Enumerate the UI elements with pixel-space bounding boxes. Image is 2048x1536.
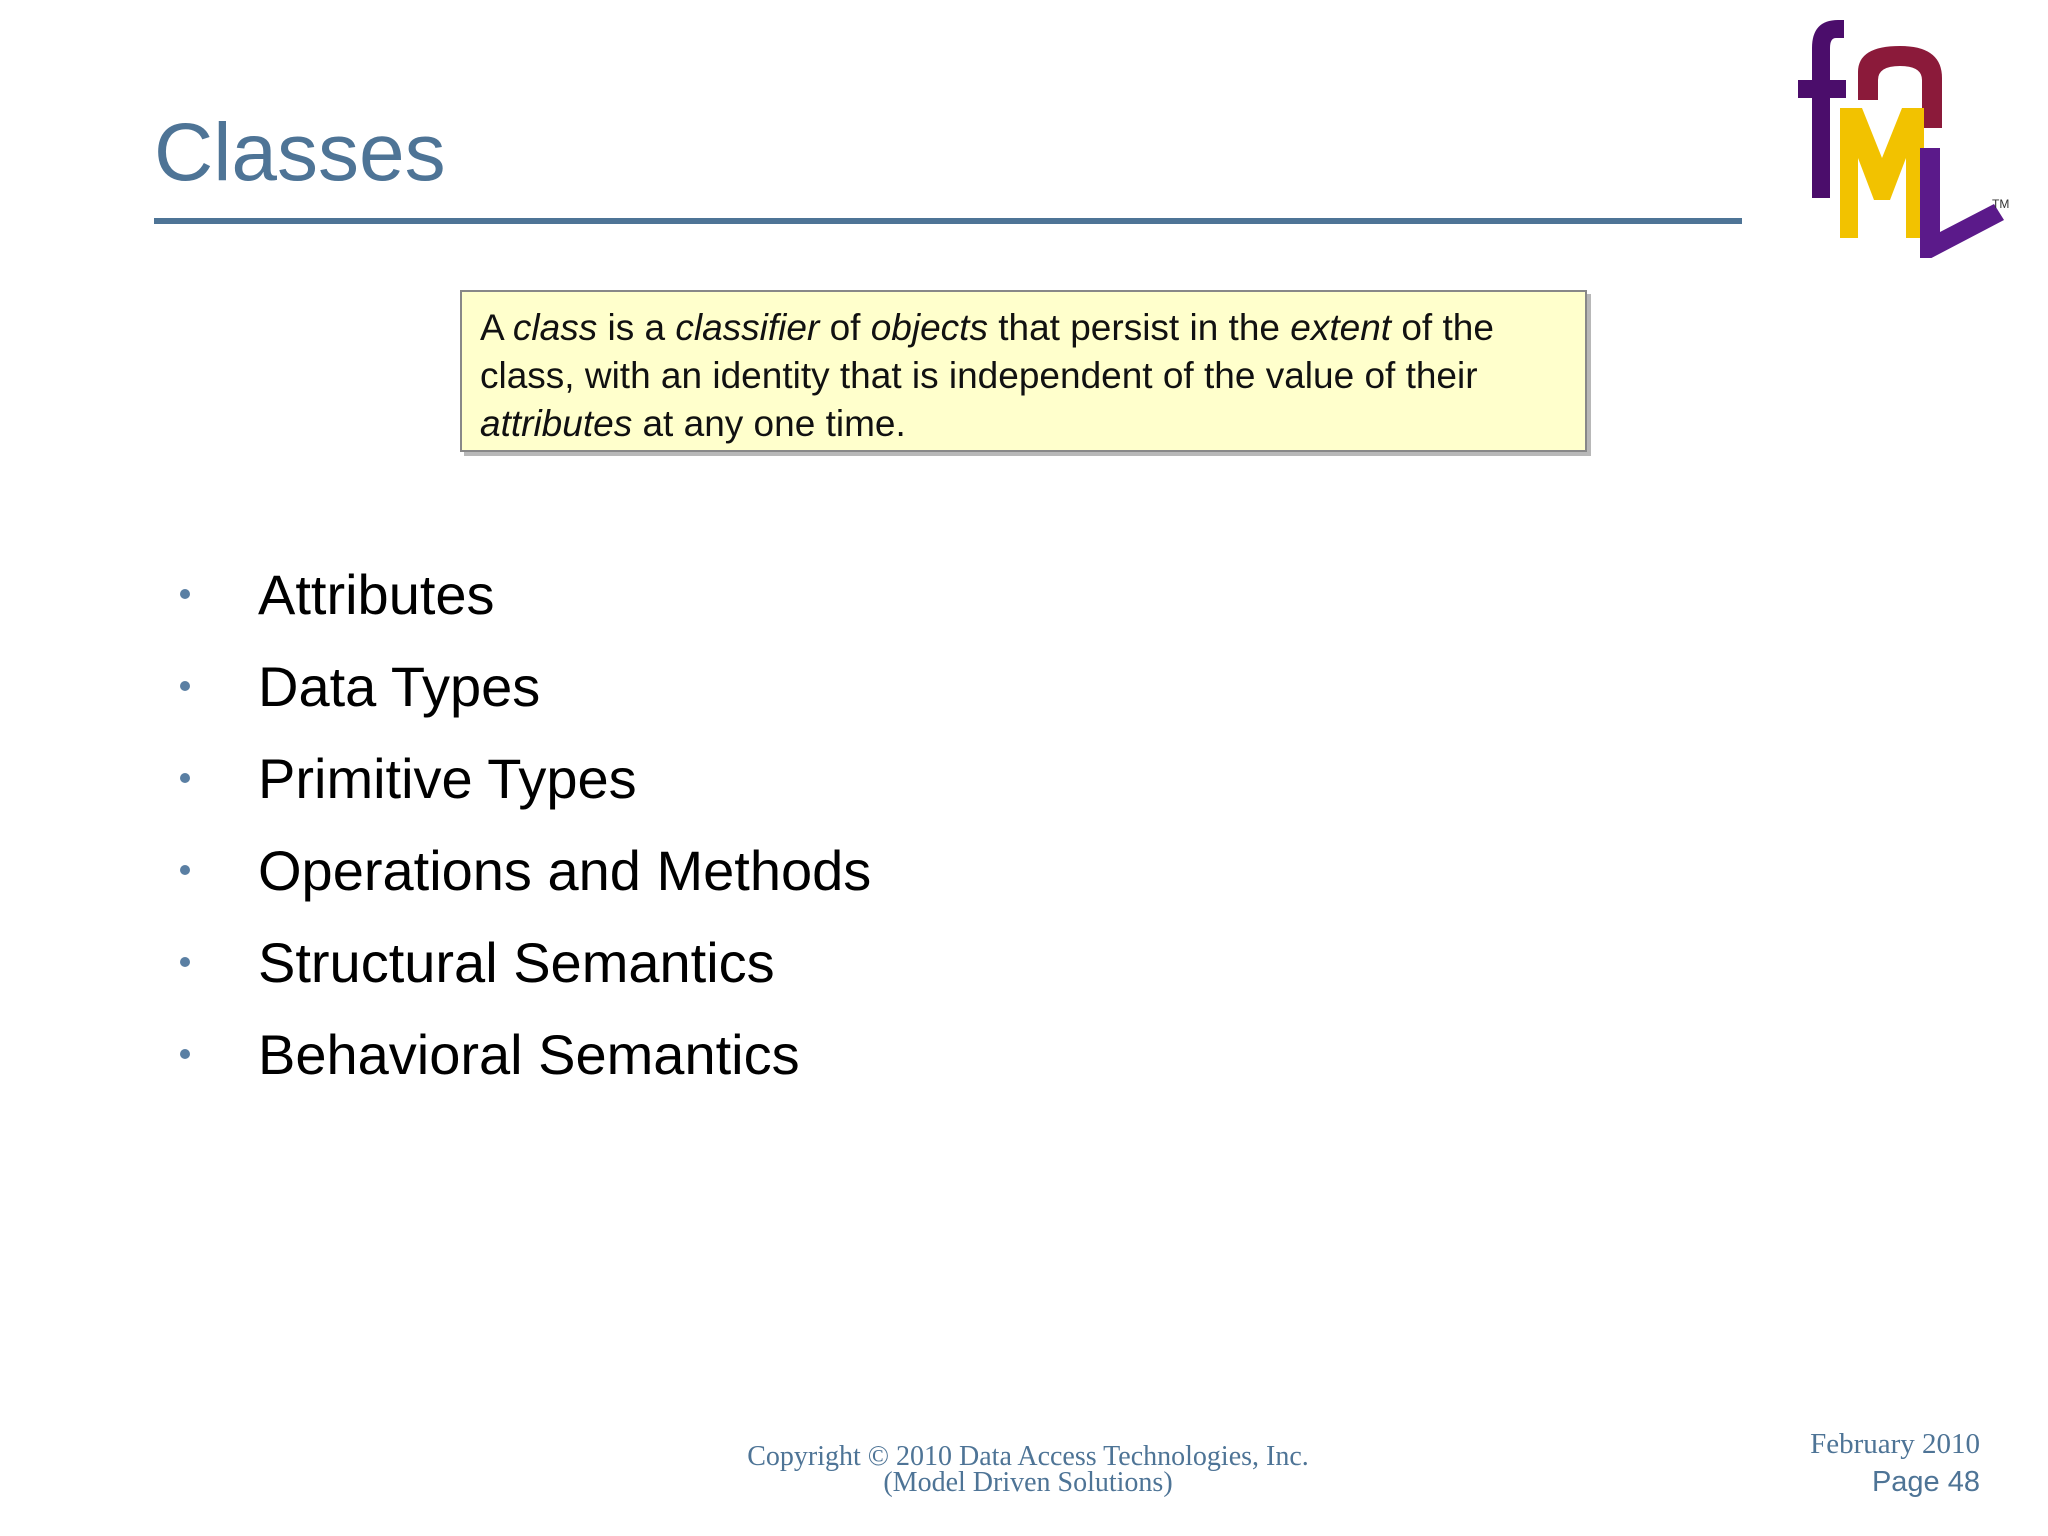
definition-run: of the class, with an identity that is independent of the value of their xyxy=(480,307,1494,396)
definition-term: classifier xyxy=(675,307,820,348)
definition-term: extent xyxy=(1290,307,1392,348)
bullet-item xyxy=(170,1008,871,1100)
bullet-text: Primitive Types xyxy=(258,746,637,810)
bullet-text: Attributes xyxy=(258,562,495,626)
definition-term: objects xyxy=(870,307,988,348)
definition-term: class xyxy=(512,307,598,348)
definition-run: A xyxy=(480,307,513,348)
logo-letter-f xyxy=(1798,20,1846,198)
bullet-list xyxy=(170,548,871,1100)
slide-title: Classes xyxy=(154,107,446,198)
bullet-dot xyxy=(180,865,190,875)
bullet-text: Behavioral Semantics xyxy=(258,1022,800,1086)
bullet-text: Data Types xyxy=(258,654,541,718)
bullet-dot xyxy=(180,589,190,599)
bullet-item xyxy=(170,824,871,916)
footer-date: February 2010 xyxy=(1810,1428,1980,1460)
bullet-dot xyxy=(180,681,190,691)
definition-run: at any one time. xyxy=(632,403,906,444)
copyright-line-1: Copyright © 2010 Data Access Technologies, Inc. xyxy=(747,1441,1309,1472)
logo-letter-m xyxy=(1840,108,1924,238)
definition-run: that persist in the xyxy=(987,307,1291,348)
definition-run: of xyxy=(819,307,871,348)
definition-run: is a xyxy=(597,307,676,348)
bullet-dot xyxy=(180,957,190,967)
bullet-text: Operations and Methods xyxy=(258,838,872,902)
bullet-dot xyxy=(180,773,190,783)
fuml-logo xyxy=(1770,8,2010,258)
definition-text xyxy=(480,307,1494,444)
copyright-line-2: (Model Driven Solutions) xyxy=(883,1467,1173,1498)
bullet-item xyxy=(170,732,871,824)
footer-copyright xyxy=(700,1441,1356,1498)
bullet-item xyxy=(170,916,871,1008)
bullet-item xyxy=(170,640,871,732)
page-number: Page 48 xyxy=(1871,1466,1980,1498)
definition-box xyxy=(460,290,1587,452)
title-divider xyxy=(154,218,1742,224)
logo-trademark: TM xyxy=(1992,197,2010,211)
bullet-item xyxy=(170,548,871,640)
definition-term: attributes xyxy=(480,403,633,444)
bullet-text: Structural Semantics xyxy=(258,930,775,994)
bullet-dot xyxy=(180,1049,190,1059)
